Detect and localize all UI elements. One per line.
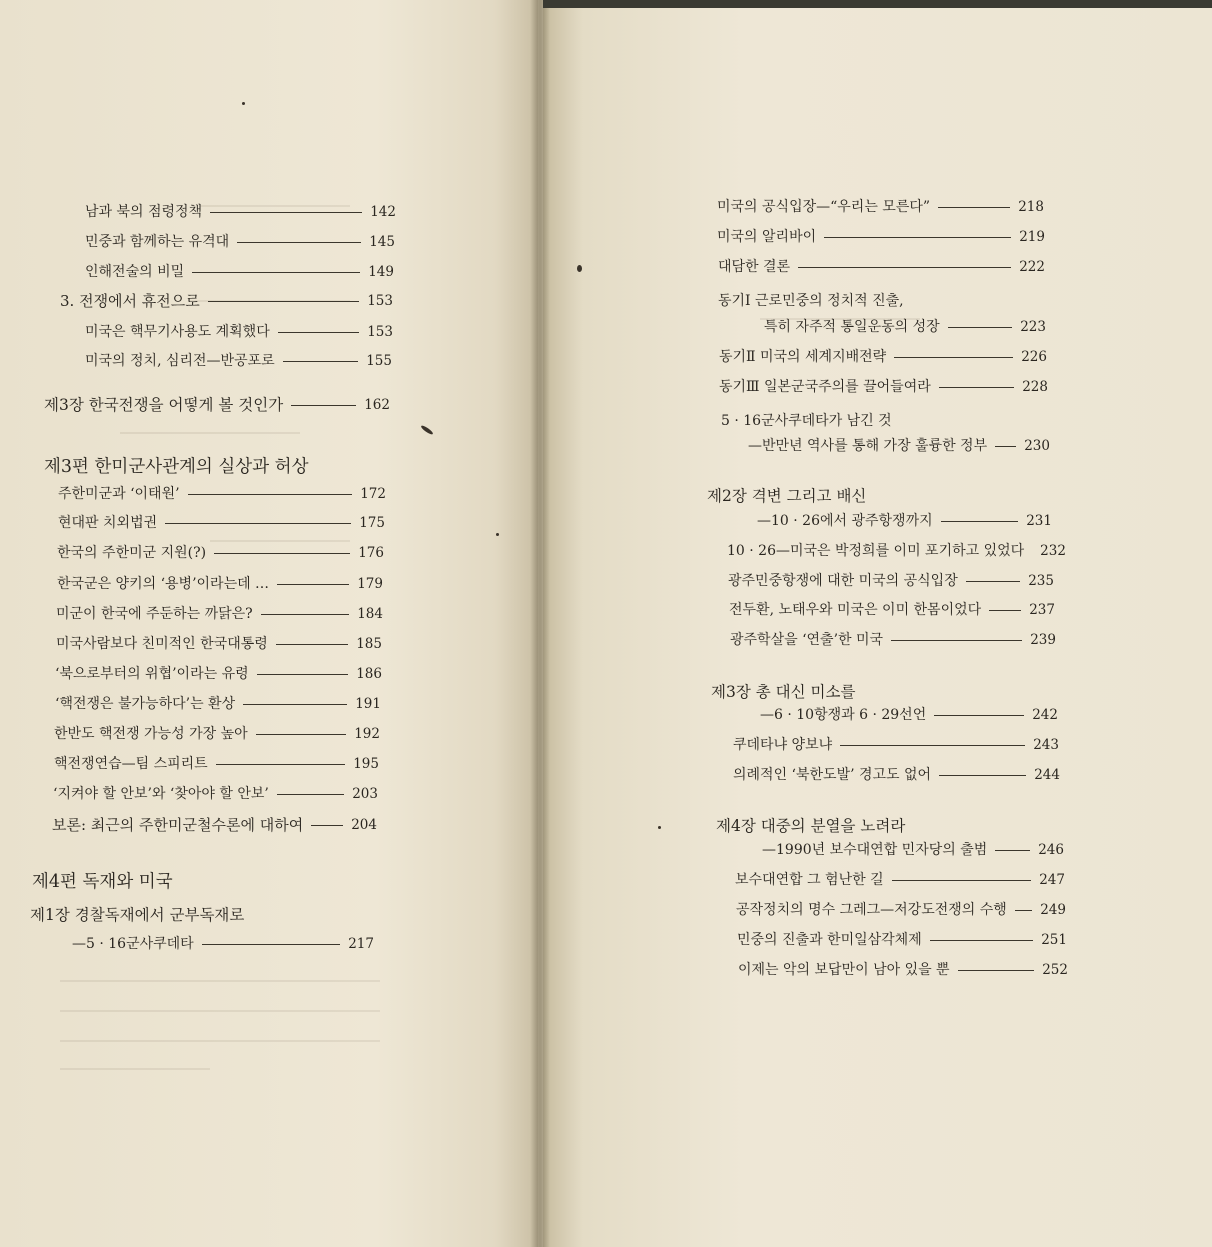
toc-entry-page: 195	[353, 756, 379, 772]
toc-entry-title: 광주학살을 ‘연출’한 미국	[730, 632, 884, 648]
toc-entry	[719, 348, 1047, 366]
toc-entry	[764, 318, 1046, 336]
toc-leader-line	[798, 267, 1011, 268]
toc-leader-line	[276, 644, 348, 645]
toc-leader-line	[930, 940, 1034, 941]
toc-entry	[736, 901, 1066, 919]
book-gutter	[530, 0, 550, 1247]
toc-entry-title: 동기Ⅱ 미국의 세계지배전략	[719, 349, 887, 365]
toc-leader-line	[989, 610, 1021, 611]
toc-entry-title: 미국의 정치, 심리전—반공포로	[85, 353, 275, 369]
toc-entry-title: 현대판 치외법권	[58, 515, 158, 531]
toc-entry-page: 252	[1042, 962, 1068, 978]
toc-entry-title: 미국의 공식입장—“우리는 모른다”	[717, 199, 931, 215]
toc-entry-page: 153	[367, 293, 393, 309]
toc-entry	[717, 198, 1044, 216]
toc-leader-line	[311, 825, 343, 826]
toc-entry-page: 192	[354, 726, 380, 742]
toc-entry	[52, 816, 377, 834]
toc-entry	[58, 485, 386, 503]
toc-entry-page: 145	[369, 234, 395, 250]
toc-leader-line	[938, 207, 1010, 208]
toc-entry	[762, 841, 1064, 859]
toc-leader-line	[948, 327, 1013, 328]
toc-entry-title: 한국의 주한미군 지원(?)	[57, 545, 207, 561]
paper-speck	[577, 265, 582, 272]
toc-entry-title: 미군이 한국에 주둔하는 까닭은?	[56, 606, 253, 622]
toc-entry-title: 동기Ⅲ 일본군국주의를 끌어들여라	[719, 379, 931, 395]
toc-entry-page: 235	[1028, 573, 1054, 589]
toc-entry-page: 142	[370, 204, 396, 220]
toc-entry-page: 155	[366, 353, 392, 369]
toc-leader-line	[192, 272, 360, 273]
toc-entry-page: 162	[364, 397, 390, 413]
right-page	[543, 0, 1212, 1247]
toc-entry	[85, 263, 394, 281]
toc-entry-page: 172	[360, 486, 386, 502]
toc-leader-line	[278, 332, 360, 333]
toc-entry-title: 3. 전쟁에서 휴전으로	[60, 292, 200, 310]
toc-chapter	[44, 396, 390, 414]
toc-entry	[717, 228, 1045, 246]
toc-chapter-heading: 제1장 경찰독재에서 군부독재로	[30, 906, 245, 924]
toc-leader-line	[214, 553, 350, 554]
toc-leader-line	[966, 581, 1020, 582]
toc-entry-page: 217	[348, 936, 374, 952]
toc-entry-page: 191	[355, 696, 381, 712]
toc-leader-line	[891, 640, 1022, 641]
toc-entry	[55, 665, 382, 683]
toc-entry-title: 공작정치의 명수 그레그—저강도전쟁의 수행	[736, 902, 1007, 918]
paper-speck	[658, 826, 661, 829]
bleed-through-line	[60, 980, 380, 982]
toc-entry-page: 231	[1026, 513, 1052, 529]
toc-entry	[748, 437, 1050, 455]
toc-entry-title: 미국사람보다 친미적인 한국대통령	[56, 636, 268, 652]
toc-entry	[733, 766, 1060, 784]
toc-leader-line	[291, 405, 356, 406]
toc-entry-title: 광주민중항쟁에 대한 미국의 공식입장	[728, 573, 958, 589]
toc-entry-page: 243	[1033, 737, 1059, 753]
toc-entry-page: 175	[359, 515, 385, 531]
toc-entry-page: 230	[1024, 438, 1050, 454]
toc-entry-page: 223	[1020, 319, 1046, 335]
toc-entry-page: 179	[357, 576, 383, 592]
toc-leader-line	[202, 944, 341, 945]
toc-leader-line	[1015, 910, 1032, 911]
toc-entry	[54, 725, 380, 743]
toc-entry	[58, 514, 385, 532]
toc-entry	[733, 736, 1059, 754]
toc-entry	[738, 961, 1068, 979]
toc-entry	[760, 706, 1058, 724]
toc-entry	[727, 542, 1066, 560]
toc-entry-title: —반만년 역사를 통해 가장 훌륭한 정부	[748, 438, 988, 454]
toc-entry-title: 민중의 진출과 한미일삼각체제	[737, 932, 922, 948]
toc-entry-page: 203	[352, 786, 378, 802]
bleed-through-line	[60, 1010, 380, 1012]
toc-entry-page: 204	[351, 817, 377, 833]
toc-entry	[729, 601, 1055, 619]
toc-entry	[85, 323, 393, 341]
toc-leader-line	[995, 850, 1030, 851]
toc-leader-line	[894, 357, 1013, 358]
toc-entry	[757, 512, 1052, 530]
toc-entry-title: 주한미군과 ‘이태원’	[58, 486, 180, 502]
toc-entry-page: 184	[357, 606, 383, 622]
toc-entry	[735, 871, 1065, 889]
toc-part-heading: 제4편 독재와 미국	[32, 872, 173, 892]
toc-leader-line	[257, 674, 349, 675]
toc-leader-line	[188, 494, 353, 495]
toc-part-heading: 제3편 한미군사관계의 실상과 허상	[44, 457, 309, 477]
toc-entry-title: 미국은 핵무기사용도 계획했다	[85, 324, 270, 340]
toc-entry-page: 153	[367, 324, 393, 340]
toc-leader-line	[934, 715, 1024, 716]
toc-entry-title: —5 · 16군사쿠데타	[72, 936, 194, 952]
toc-entry	[85, 233, 395, 251]
toc-entry-page: 244	[1034, 767, 1060, 783]
toc-entry-title: 대담한 결론	[718, 259, 791, 275]
toc-entry-title: ‘핵전쟁은 불가능하다’는 환상	[55, 696, 236, 712]
toc-chapter-heading: 제3장 총 대신 미소를	[711, 683, 856, 701]
left-page	[0, 0, 538, 1247]
bleed-through-line	[60, 1068, 210, 1070]
toc-entry-page: 239	[1030, 632, 1056, 648]
toc-entry-page: 219	[1019, 229, 1045, 245]
toc-leader-line	[892, 880, 1032, 881]
toc-entry-title: 인해전술의 비밀	[85, 264, 185, 280]
toc-entry-page: 185	[356, 636, 382, 652]
toc-entry	[55, 695, 381, 713]
toc-entry-page: 251	[1041, 932, 1067, 948]
toc-leader-line	[939, 775, 1026, 776]
toc-entry-title: 이제는 악의 보답만이 남아 있을 뿐	[738, 962, 950, 978]
toc-leader-line	[165, 523, 351, 524]
toc-entry-title: —10 · 26에서 광주항쟁까지	[757, 513, 933, 529]
toc-entry	[85, 352, 392, 370]
toc-entry	[56, 605, 383, 623]
toc-entry-title: —6 · 10항쟁과 6 · 29선언	[760, 707, 927, 723]
toc-entry-title: 특히 자주적 통일운동의 성장	[764, 319, 940, 335]
bleed-through-line	[210, 540, 350, 542]
bleed-through-line	[120, 432, 300, 434]
toc-entry-title-line: 5 · 16군사쿠데타가 남긴 것	[721, 413, 892, 429]
toc-leader-line	[840, 745, 1025, 746]
toc-entry-page: 149	[368, 264, 394, 280]
toc-entry	[53, 785, 378, 803]
toc-entry-title: 10 · 26—미국은 박정희를 이미 포기하고 있었다	[727, 543, 1025, 559]
toc-entry	[718, 258, 1045, 276]
toc-entry-page: 218	[1018, 199, 1044, 215]
toc-leader-line	[824, 237, 1011, 238]
toc-entry	[57, 544, 384, 562]
toc-entry-title-line: 동기Ⅰ 근로민중의 정치적 진출,	[718, 293, 904, 309]
toc-entry-title: ‘지켜야 할 안보’와 ‘찾아야 할 안보’	[53, 786, 269, 802]
toc-entry-title: 미국의 알리바이	[717, 229, 817, 245]
toc-entry	[72, 935, 374, 953]
toc-chapter-heading: 제4장 대중의 분열을 노려라	[716, 817, 906, 835]
toc-entry	[85, 203, 396, 221]
toc-section	[60, 292, 393, 310]
toc-entry-title: 의례적인 ‘북한도발’ 경고도 없어	[733, 767, 932, 783]
toc-entry-title: 쿠데타냐 양보냐	[733, 737, 833, 753]
toc-entry-page: 226	[1021, 349, 1047, 365]
toc-leader-line	[243, 704, 347, 705]
toc-entry-page: 249	[1040, 902, 1066, 918]
toc-leader-line	[256, 734, 347, 735]
toc-leader-line	[277, 794, 344, 795]
paper-speck	[496, 533, 499, 536]
toc-entry-page: 247	[1039, 872, 1065, 888]
toc-leader-line	[995, 446, 1016, 447]
toc-entry-title: ‘북으로부터의 위협’이라는 유령	[55, 666, 249, 682]
toc-entry-title: 전두환, 노태우와 미국은 이미 한몸이었다	[729, 602, 982, 618]
toc-leader-line	[237, 242, 361, 243]
toc-entry-title: 민중과 함께하는 유격대	[85, 234, 230, 250]
toc-leader-line	[210, 212, 362, 213]
paper-speck	[242, 102, 245, 105]
toc-leader-line	[283, 361, 359, 362]
toc-chapter-heading: 제2장 격변 그리고 배신	[707, 487, 867, 505]
toc-entry-page: 186	[356, 666, 382, 682]
toc-entry-title: 제3장 한국전쟁을 어떻게 볼 것인가	[44, 396, 284, 414]
toc-entry	[719, 378, 1048, 396]
toc-entry-page: 222	[1019, 259, 1045, 275]
toc-entry-title: —1990년 보수대연합 민자당의 출범	[762, 842, 988, 858]
toc-entry	[56, 635, 382, 653]
toc-leader-line	[277, 584, 349, 585]
toc-leader-line	[941, 521, 1019, 522]
toc-entry	[737, 931, 1067, 949]
bleed-through-line	[60, 1040, 380, 1042]
toc-entry	[54, 755, 379, 773]
toc-leader-line	[958, 970, 1035, 971]
toc-entry-title: 한국군은 양키의 ‘용병’이라는데 …	[57, 576, 270, 592]
toc-entry-title: 보론: 최근의 주한미군철수론에 대하여	[52, 816, 304, 834]
toc-entry-page: 228	[1022, 379, 1048, 395]
toc-entry-title: 남과 북의 점령정책	[85, 204, 203, 220]
toc-leader-line	[208, 301, 359, 302]
toc-entry-page: 242	[1032, 707, 1058, 723]
toc-entry-title: 한반도 핵전쟁 가능성 가장 높아	[54, 726, 248, 742]
toc-leader-line	[939, 387, 1014, 388]
top-edge-band	[543, 0, 1212, 8]
toc-leader-line	[216, 764, 346, 765]
toc-entry-title: 보수대연합 그 험난한 길	[735, 872, 884, 888]
toc-entry-page: 237	[1029, 602, 1055, 618]
toc-entry	[57, 575, 383, 593]
toc-leader-line	[261, 614, 350, 615]
toc-entry-title: 핵전쟁연습—팀 스피리트	[54, 756, 208, 772]
toc-entry-page: 246	[1038, 842, 1064, 858]
toc-entry	[730, 631, 1056, 649]
toc-entry-page: 232	[1040, 543, 1066, 559]
toc-entry	[728, 572, 1054, 590]
toc-entry-page: 176	[358, 545, 384, 561]
